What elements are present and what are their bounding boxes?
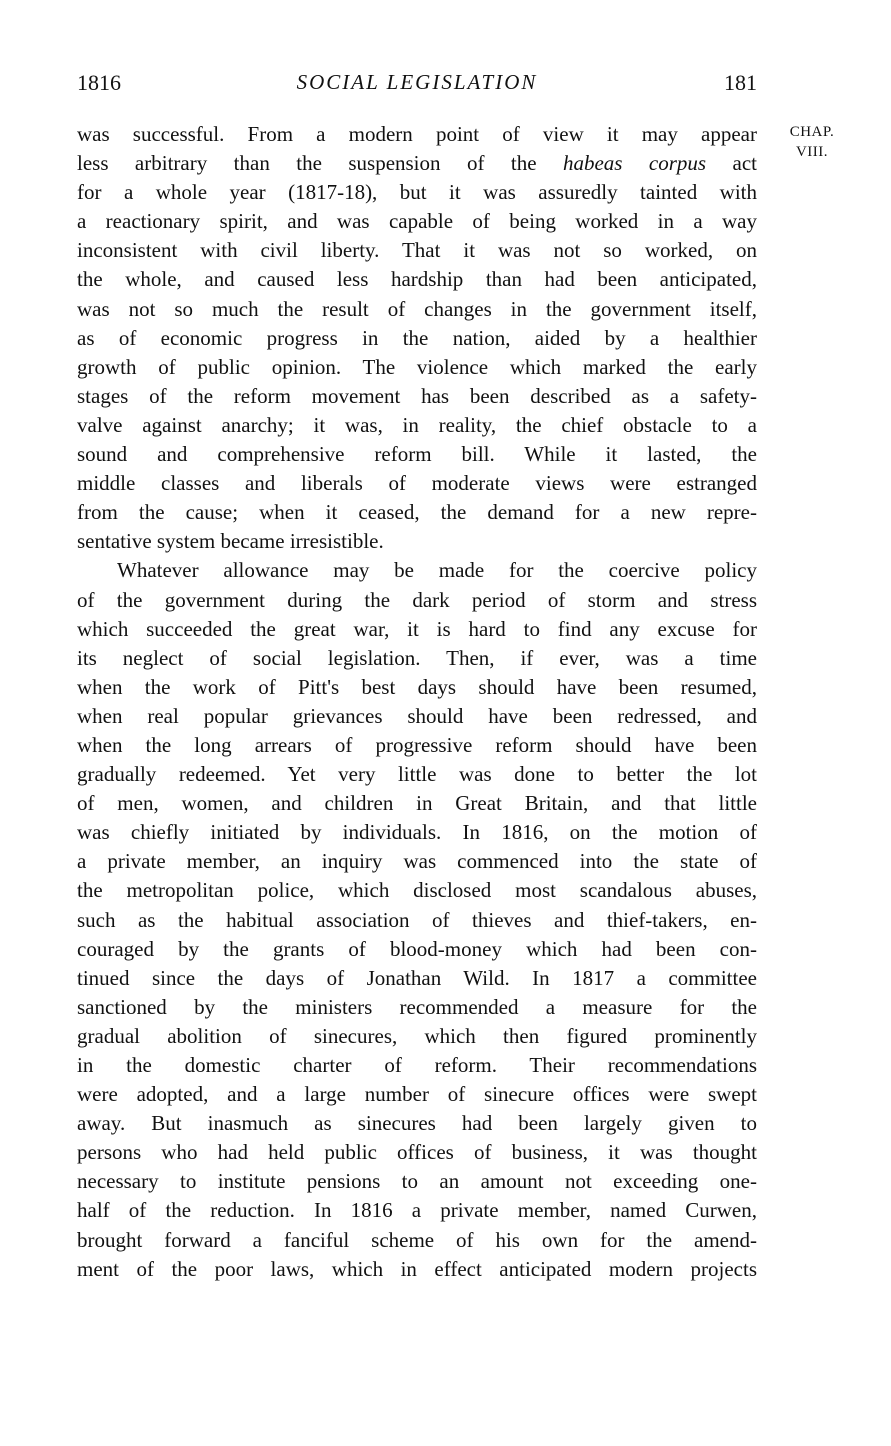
text-line: couraged by the grants of blood-money which had been con- [77, 936, 757, 961]
text-line: brought forward a fanciful scheme of his own for the amend- [77, 1227, 757, 1252]
text-line: gradually redeemed. Yet very little was done to better the lot [77, 762, 757, 787]
text-line: persons who had held public offices of business, it was thought [77, 1140, 757, 1165]
text-line: was chiefly initiated by individuals. In 1816, on the motion of [77, 820, 757, 845]
text-line: growth of public opinion. The violence which marked the early [77, 354, 757, 379]
text-line: sentative system became irresistible. [77, 529, 384, 554]
text-line: stages of the reform movement has been described as a safety- [77, 383, 757, 408]
running-head [77, 66, 757, 100]
text-line: away. But inasmuch as sinecures had been largely given to [77, 1111, 757, 1136]
text-line: when the work of Pitt's best days should have been resumed, [77, 674, 757, 699]
text-line [77, 149, 757, 178]
running-head-year: 1816 [77, 70, 121, 95]
text-line: were adopted, and a large number of sinecure offices were swept [77, 1082, 757, 1107]
text-line: for a whole year (1817-18), but it was assuredly tainted with [77, 180, 757, 205]
text-line: sound and comprehensive reform bill. While it lasted, the [77, 442, 757, 467]
text-line: the whole, and caused less hardship than had been anticipated, [77, 267, 757, 292]
text-line: middle classes and liberals of moderate views were estranged [77, 471, 757, 496]
text-line: gradual abolition of sinecures, which then figured prominently [77, 1023, 757, 1048]
text-line: as of economic progress in the nation, aided by a healthier [77, 325, 757, 350]
margin-note-chap: CHAP. [789, 124, 835, 140]
text-line: when the long arrears of progressive reform should have been [77, 732, 757, 757]
text-line: half of the reduction. In 1816 a private member, named Curwen, [77, 1198, 757, 1223]
text-line: tinued since the days of Jonathan Wild. In 1817 a committee [77, 965, 757, 990]
text-line: a reactionary spirit, and was capable of being worked in a way [77, 209, 757, 234]
text-line: valve against anarchy; it was, in reality, the chief obstacle to a [77, 412, 757, 437]
text-line: which succeeded the great war, it is hard to find any excuse for [77, 616, 757, 641]
text-line: inconsistent with civil liberty. That it was not so worked, on [77, 238, 757, 263]
text-line: its neglect of social legislation. Then, if ever, was a time [77, 645, 757, 670]
text-line: of men, women, and children in Great Britain, and that little [77, 791, 757, 816]
text-line: a private member, an inquiry was commenced into the state of [77, 849, 757, 874]
text-line: necessary to institute pensions to an amount not exceeding one- [77, 1169, 757, 1194]
text-line: the metropolitan police, which disclosed most scandalous abuses, [77, 878, 757, 903]
page-number: 181 [724, 70, 757, 95]
running-head-title: SOCIAL LEGISLATION [296, 70, 538, 94]
text-line: sanctioned by the ministers recommended a measure for the [77, 994, 757, 1019]
chapter-margin-note [772, 122, 852, 162]
text-line: when real popular grievances should have been redressed, and [77, 703, 757, 728]
text-line: was not so much the result of changes in the government itself, [77, 296, 757, 321]
text-line: of the government during the dark period of storm and stress [77, 587, 757, 612]
text-line: ment of the poor laws, which in effect anticipated modern projects [77, 1256, 757, 1281]
margin-note-chapter-number: VIII. [795, 144, 829, 160]
text-line-part: act [706, 151, 757, 176]
italic-phrase: habeas corpus [562, 151, 707, 176]
text-line: Whatever allowance may be made for the coercive policy [117, 558, 757, 583]
text-line: from the cause; when it ceased, the demand for a new repre- [77, 500, 757, 525]
text-line: in the domestic charter of reform. Their recommendations [77, 1053, 757, 1077]
body-text [77, 120, 757, 1284]
text-line: was successful. From a modern point of view it may appear [77, 122, 757, 146]
text-line: such as the habitual association of thieves and thief-takers, en- [77, 907, 757, 932]
text-line-part: less arbitrary than the suspension of the [77, 151, 563, 176]
